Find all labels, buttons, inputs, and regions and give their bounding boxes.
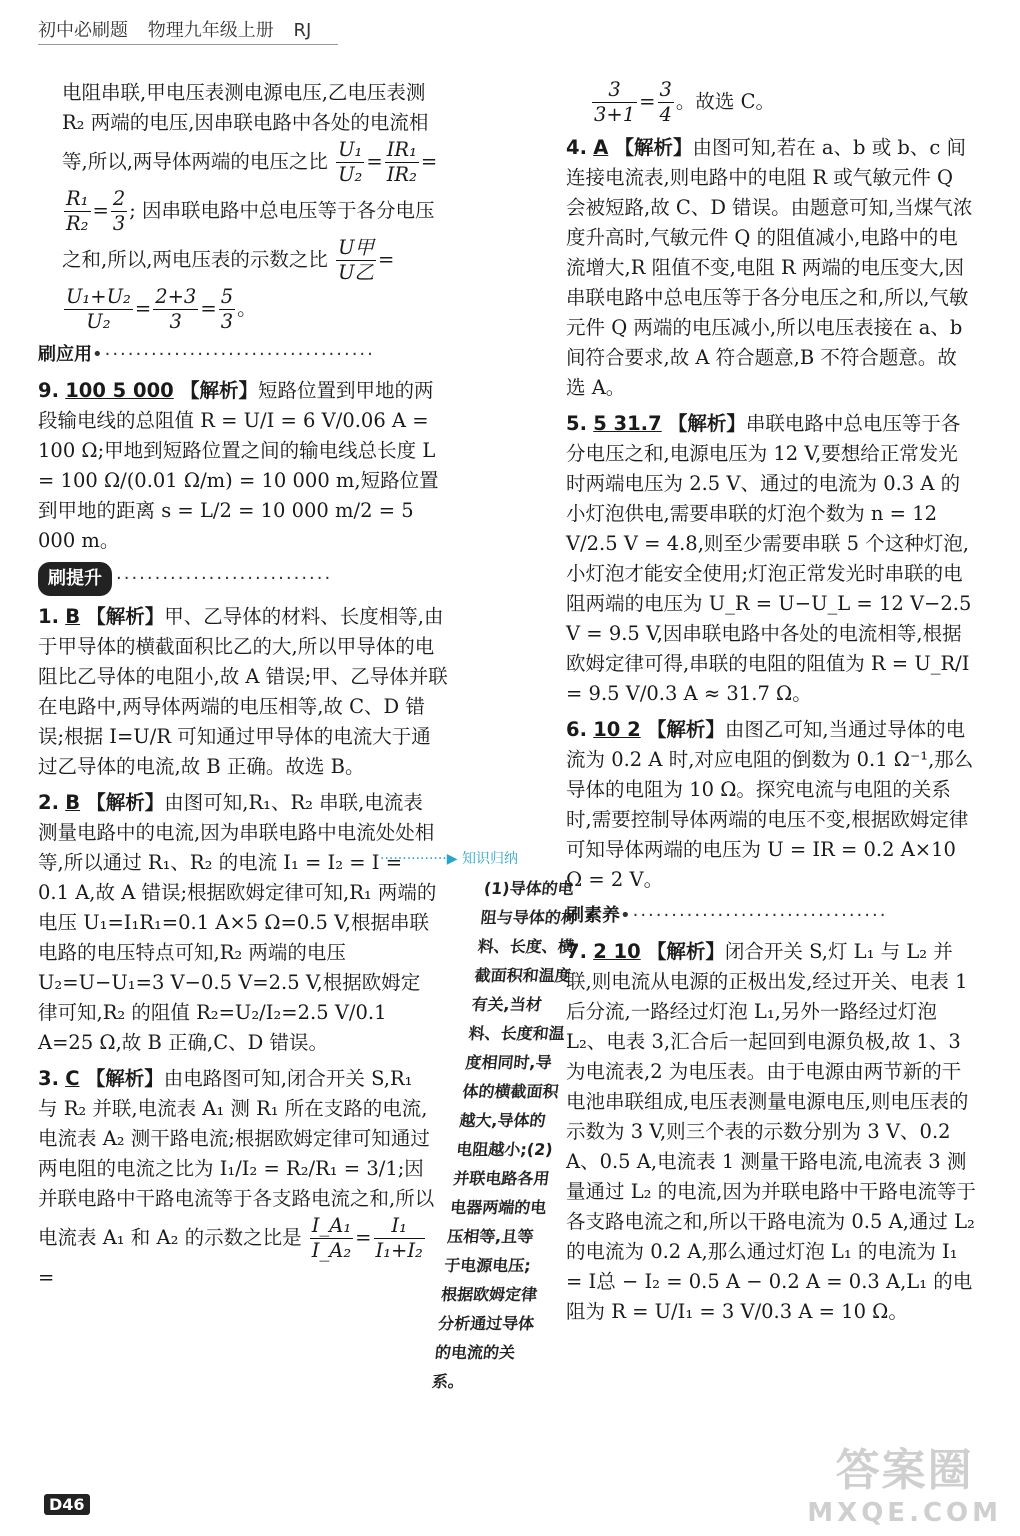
question-4: 4. A 【解析】由图可知,若在 a、b 或 b、c 间连接电流表,则电路中的电阻 R 或气敏元件 Q 会被短路,故 C、D 错误。由题意可知,当煤气浓度升高时,气敏元件 Q 的阻值减小,电路中的电流增大,R 阻值不变,电阻 R 两端的电压变大,因串联电路中总电压等于各分电压之和,所以,气敏元件 Q 两端的电压减小,所以电压表接在 a、b 间符合要求,故 A 符合题意,B 不符合题意。故选 A。 [566,136,973,399]
question-6: 6. 10 2 【解析】由图乙可知,当通过导体的电流为 0.2 A 时,对应电阻的倒数为 0.1 Ω⁻¹,那么导体的电阻为 10 Ω。探究电流与电阻的关系时,需要控制导体两端的电压不变,根据欧姆定律可知导体两端的电压为 U = IR = 0.2 A×10 Ω = 2 V。 [566,718,974,891]
right-column [566,78,976,1333]
left-column [38,78,448,1299]
continuation-1: 电阻串联,甲电压表测电源电压,乙电压表测 R₂ 两端的电压,因串联电路中各处的电流相等,所以,两导体两端的电压之比 $\frac{\text{U₁}}{\text{U₂}}$ = $\frac{\text{IR₁}}{\text{IR₂}}$ = $\frac{\text{R₁}}{\text{R₂}}$ = $\frac{2}{3}$ ; 因串联电路中总电压等于各分电压之和,所以,两电压表的示数之比 $\frac{\text{U甲}}{\text{U乙}}$ = $\frac{\text{U₁+U₂}}{\text{U₂}}$ = $\frac{2+3}{3}$ = $\frac{5}{3}$ 。 [62,81,438,333]
question-9: 9. 100 5 000 【解析】短路位置到甲地的两段输电线的总阻值 R = U/I = 6 V/0.06 A = 100 Ω;甲地到短路位置之间的输电线总长度 L = 100 Ω/(0.01 Ω/m) = 10 000 m,短路位置到甲地的距离 s = L/2 = 10 000 m/2 = 5 000 m。 [38,379,439,552]
header-rule [38,44,338,45]
question-3: 3. C 【解析】由电路图可知,闭合开关 S,R₁ 与 R₂ 并联,电流表 A₁ 测 R₁ 所在支路的电流,电流表 A₂ 测干路电流;根据欧姆定律可知通过两电阻的电流之比为 I₁/I₂ = R₂/R₁ = 3/1;因并联电路中干路电流等于各支路电流之和,所以电流表 A₁ 和 A₂ 的示数之比是 $\frac{\text{I\_A₁}}{\text{I\_A₂}}$ = $\frac{\text{I₁}}{\text{I₁+I₂}}$ = [38,1067,435,1289]
header-title: 初中必刷题 [38,20,128,41]
question-2: 2. B 【解析】由图可知,R₁、R₂ 串联,电流表测量电路中的电流,因为串联电路中电流处处相等,所以通过 R₁、R₂ 的电流 I₁ = I₂ = I = 0.1 A,故 A 错误;根据欧姆定律可知,R₁ 两端的电压 U₁=I₁R₁=0.1 A×5 Ω=0.5 V,根据串联电路的电压特点可知,R₂ 两端的电压 U₂=U−U₁=3 V−0.5 V=2.5 V,根据欧姆定律可知,R₂ 的阻值 R₂=U₂/I₂=2.5 V/0.1 A=25 Ω,故 B 正确,C、D 错误。 [38,791,437,1054]
section-improve: 刷提升 ···························· [38,562,448,596]
question-5: 5. 5 31.7 【解析】串联电路中总电压等于各分电压之和,电源电压为 12 V,要想给正常发光时两端电压为 2.5 V、通过的电流为 0.3 A 的小灯泡供电,需要串联的灯泡个数为 n = 12 V/2.5 V = 4.8,则至少需要串联 5 个这种灯泡,小灯泡才能安全使用;灯泡正常发光时串联的电阻两端的电压为 U_R = U−U_L = 12 V−2.5 V = 9.5 V,因串联电路中各处的电流相等,根据欧姆定律可得,串联的电阻的阻值为 R = U_R/I = 9.5 V/0.3 A ≈ 31.7 Ω。 [566,412,972,705]
section-literacy: 刷素养•································· [566,905,888,926]
page-header [38,16,311,42]
side-note-heading: ···············▶ 知识归纳 [380,851,518,867]
page-number: D46 [44,1494,90,1515]
side-note: (1)导体的电阻与导体的材料、长度、横截面积和温度有关,当材料、长度和温度相同时,导体的横截面积越大,导体的电阻越小;(2)并联电路各用电器两端的电压相等,且等于电源电压;根据欧姆定律分析通过导体的电流的关系。 [431,879,578,1391]
header-edition: RJ [293,20,312,41]
header-subject: 物理九年级上册 [147,20,274,41]
question-7: 7. 2 10 【解析】闭合开关 S,灯 L₁ 与 L₂ 并联,则电流从电源的正极出发,经过开关、电表 1 后分流,一路经过灯泡 L₁,另外一路经过灯泡 L₂、电表 3,汇合后一起回到电源负极,故 1、3 为电流表,2 为电压表。由于电源由两节新的干电池串联组成,电压表测量电源电压,则电压表的示数为 3 V,则三个表的示数分别为 3 V、0.2 A、0.5 A,电流表 1 测量干路电流,电流表 3 测量通过 L₂ 的电流,因为并联电路中干路电流等于各支路电流之和,所以干路电流为 0.5 A,通过 L₂ 的电流为 0.2 A,那么通过灯泡 L₁ 的电流为 I₁ = I总 − I₂ = 0.5 A − 0.2 A = 0.3 A,L₁ 的电阻为 R = U/I₁ = 3 V/0.3 A = 10 Ω。 [566,940,976,1323]
watermark-logo: 答案圈 MXQE.COM [807,1445,1002,1528]
ratio-fraction: $\frac{\text{U₁}}{\text{U₂}}$ [338,138,363,186]
section-apply: 刷应用•··································· [38,344,375,365]
question-1: 1. B 【解析】甲、乙导体的材料、长度相等,由于甲导体的横截面积比乙的大,所以甲导体的电阻比乙导体的电阻小,故 A 错误;甲、乙导体并联在电路中,两导体两端的电压相等,故 C、D 错误;根据 I=U/R 可知通过甲导体的电流大于通过乙导体的电流,故 B 正确。故选 B。 [38,605,448,778]
continuation-3: $\frac{3}{3+1}$ = $\frac{3}{4}$ 。故选 C。 [594,78,776,126]
